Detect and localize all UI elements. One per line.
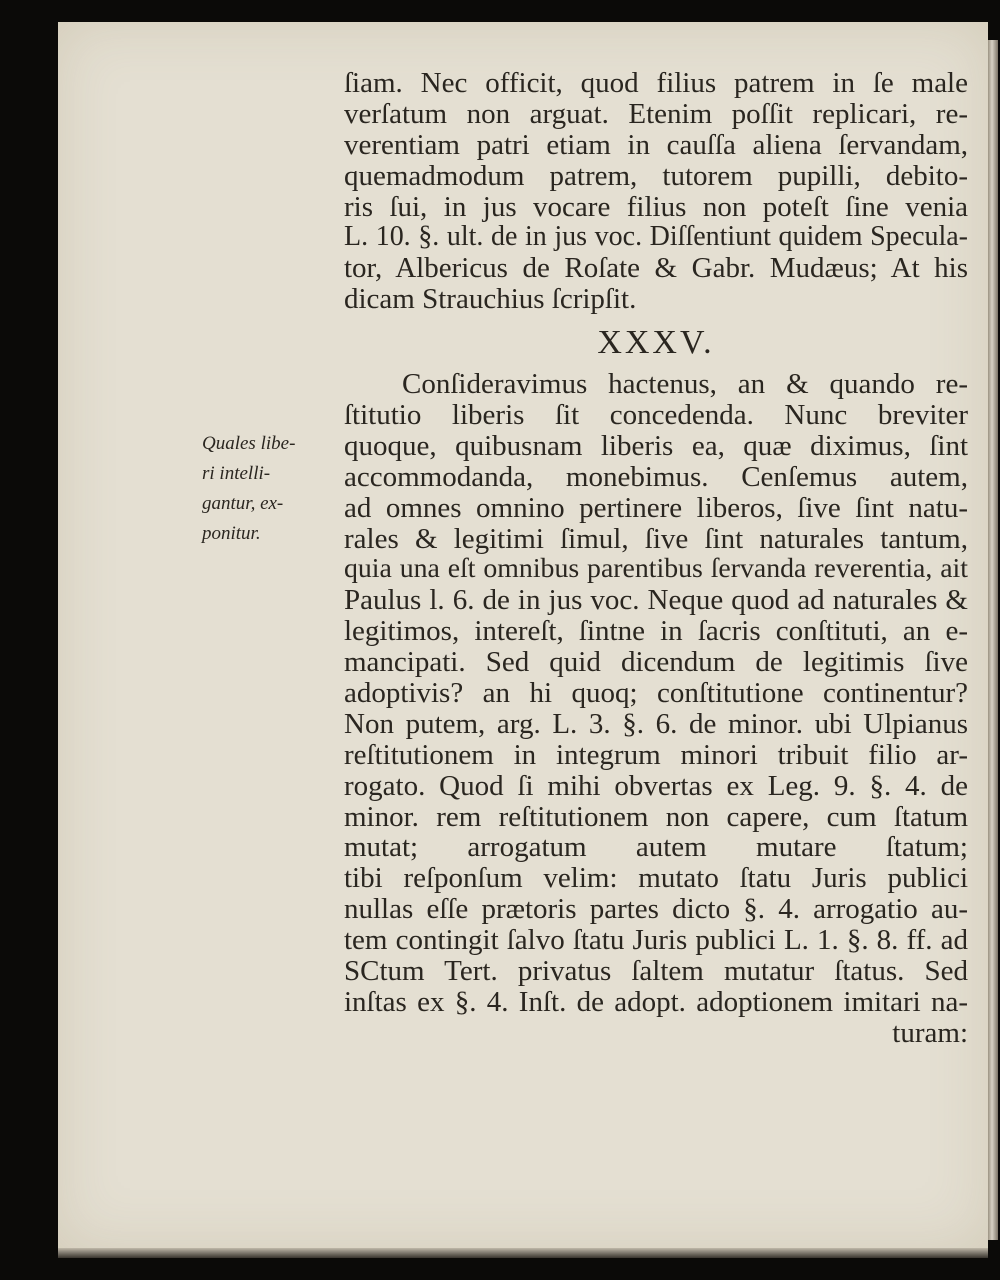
text-line: ad omnes omnino pertinere liberos, ſive ſint natu-: [344, 491, 968, 524]
text-line: nullas eſſe prætoris partes dicto §. 4. arrogatio au-: [344, 893, 968, 926]
text-line: accommodanda, monebimus. Cenſemus autem,: [344, 460, 968, 493]
text-line: verentiam patri etiam in cauſſa aliena ſervandam,: [344, 128, 968, 161]
text-line: inſtas ex §. 4. Inſt. de adopt. adoptionem imitari na-: [344, 985, 968, 1018]
text-line: mutat; arrogatum autem mutare ſtatum;: [344, 831, 968, 864]
text-line: mancipati. Sed quid dicendum de legitimis ſive: [344, 646, 968, 679]
text-line: ris ſui, in jus vocare filius non poteſt ſine venia: [344, 190, 968, 223]
text-line: Conſideravimus hactenus, an & quando re-: [402, 368, 968, 401]
text-line: ſtitutio liberis ſit concedenda. Nunc breviter: [344, 399, 968, 432]
main-text-block: [344, 68, 968, 1049]
section-heading: XXXV.: [597, 324, 715, 362]
margin-note-line: ri intelli-: [202, 463, 271, 484]
text-line: rales & legitimi ſimul, ſive ſint naturales tantum,: [344, 522, 968, 555]
margin-note-line: gantur, ex-: [202, 493, 284, 514]
catchword: turam:: [892, 1016, 968, 1049]
text-line: rogato. Quod ſi mihi obvertas ex Leg. 9. §. 4. de: [344, 769, 968, 802]
text-line: minor. rem reſtitutionem non capere, cum ſtatum: [344, 800, 968, 833]
text-line: ſiam. Nec officit, quod filius patrem in ſe male: [344, 67, 968, 99]
page-edge-bottom: [58, 1248, 988, 1258]
text-line: quemadmodum patrem, tutorem pupilli, debito-: [344, 159, 968, 192]
text-line: quia una eſt omnibus parentibus ſervanda reverentia, ait: [344, 553, 968, 585]
text-line: Paulus l. 6. de in jus voc. Neque quod ad naturales &: [344, 584, 968, 617]
text-line: quoque, quibusnam liberis ea, quæ diximus, ſint: [344, 429, 968, 462]
text-line: SCtum Tert. privatus ſaltem mutatur ſtatus. Sed: [344, 955, 968, 988]
margin-note-line: ponitur.: [202, 523, 261, 544]
margin-note: [202, 429, 342, 549]
text-line: L. 10. §. ult. de in jus voc. Diſſentiunt quidem Specula-: [344, 221, 968, 253]
text-line: tor, Albericus de Roſate & Gabr. Mudæus; At his: [344, 252, 968, 285]
text-line: verſatum non arguat. Etenim poſſit replicari, re-: [344, 97, 968, 130]
text-line: tem contingit ſalvo ſtatu Juris publici L. 1. §. 8. ff. ad: [344, 924, 968, 957]
margin-note-line: Quales libe-: [202, 433, 296, 454]
page-edge-right: [988, 40, 998, 1240]
text-line: legitimos, intereſt, ſintne in ſacris conſtituti, an e-: [344, 615, 968, 648]
text-line: Non putem, arg. L. 3. §. 6. de minor. ubi Ulpianus: [344, 707, 968, 740]
text-line: reſtitutionem in integrum minori tribuit filio ar-: [344, 738, 968, 771]
text-line: adoptivis? an hi quoq; conſtitutione continentur?: [344, 677, 968, 710]
text-line: tibi reſponſum velim: mutato ſtatu Juris publici: [344, 862, 968, 895]
text-line: dicam Strauchius ſcripſit.: [344, 283, 637, 316]
